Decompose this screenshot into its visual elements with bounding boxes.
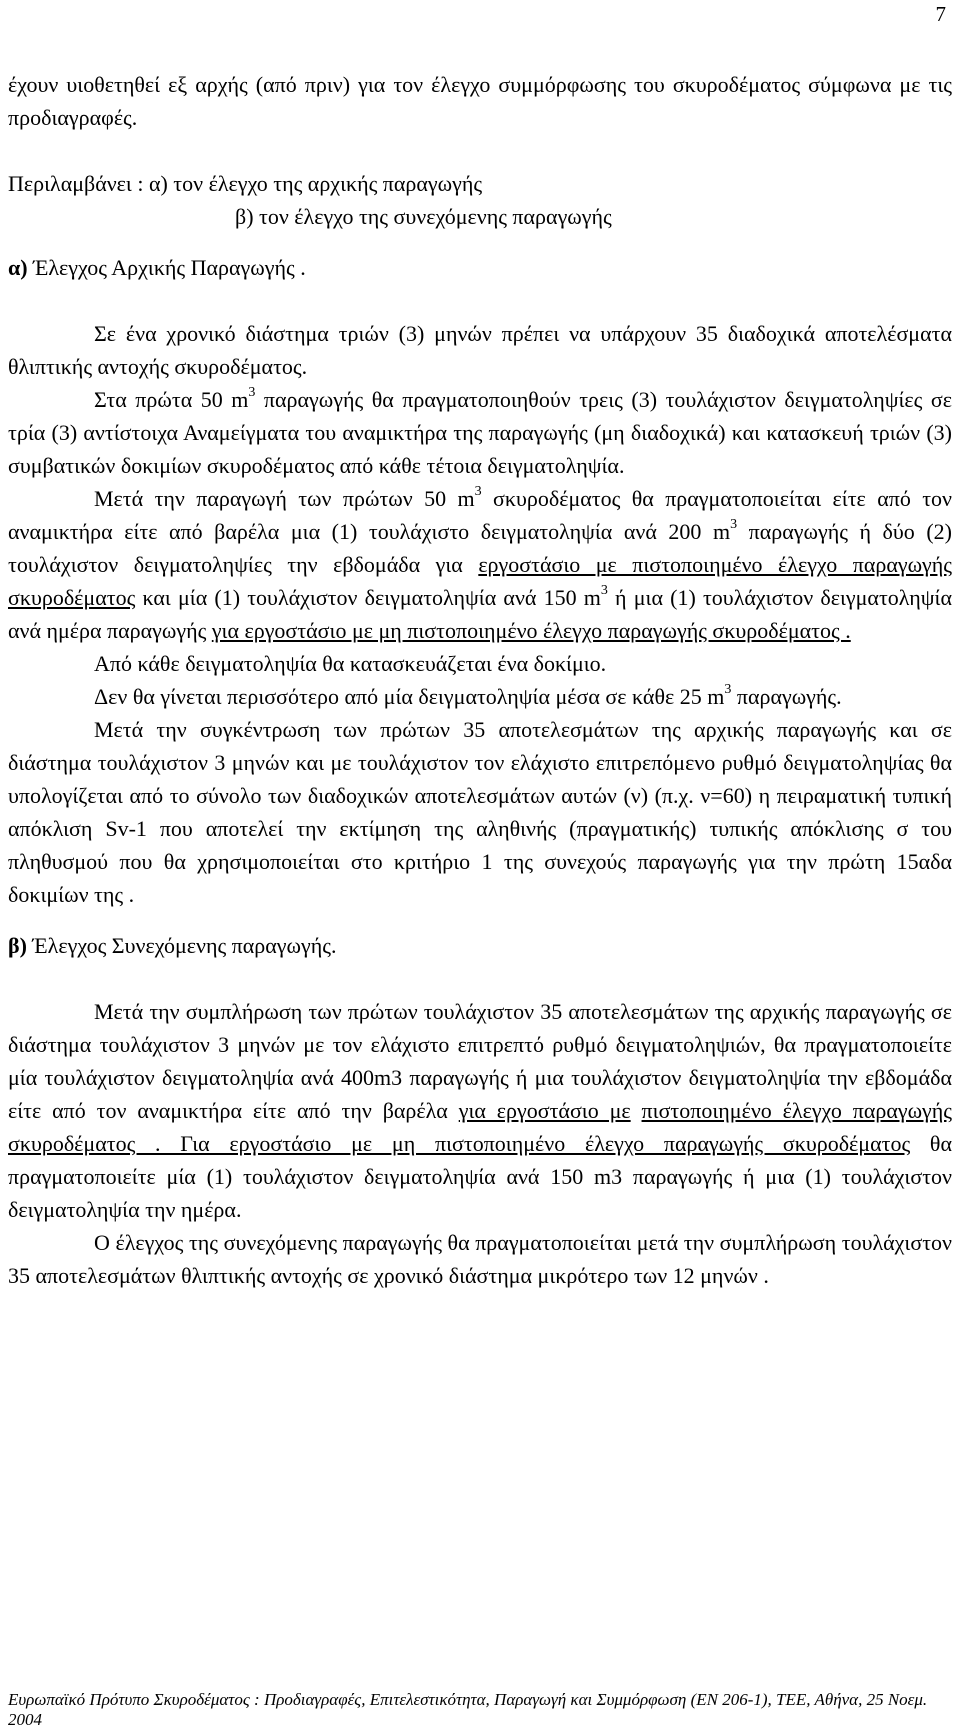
p5-superscript-1: 3 (474, 483, 482, 499)
p9-underlined-2: πιστοποιημένο έλεγχο παραγωγής σκυροδέματος . Για εργοστάσιο με μη πιστοποιημένο έλεγχο παραγωγής σκυροδέματος (8, 1098, 952, 1156)
p4-text-a: Στα πρώτα 50 m (94, 387, 249, 412)
p4-superscript: 3 (248, 384, 256, 400)
p9-space (631, 1098, 642, 1123)
page-number: 7 (935, 2, 946, 26)
p5-text-a: Μετά την παραγωγή των πρώτων 50 m (94, 486, 475, 511)
p9-text-a: Μετά την συμπλήρωση των πρώτων τουλάχιστον 35 αποτελεσμάτων της αρχικής παραγωγής σε διάστημα τουλάχιστον 3 μηνών με τον ελάχιστο επιτρεπτό ρυθμό δειγματοληψιών, θα πραγματοποιείτε μία τουλάχιστον δειγματοληψία ανά 400m3 παραγωγής ή μια τουλάχιστον δειγματοληψία την εβδομάδα είτε από τον αναμικτήρα είτε από την βαρέλα (8, 999, 952, 1123)
paragraph-after-50m3 (8, 482, 952, 647)
p9-text-b: θα πραγματοποιείτε μία (1) τουλάχιστον δειγματοληψία ανά 150 m3 παραγωγής ή μια (1) τουλάχιστον δειγματοληψία την ημέρα. (8, 1131, 952, 1222)
p5-superscript-3: 3 (600, 582, 608, 598)
document-body (8, 68, 952, 1292)
p5-superscript-2: 3 (730, 516, 738, 532)
heading-initial-production-text: Έλεγχος Αρχικής Παραγωγής . (27, 255, 306, 280)
heading-marker-a: α) (8, 255, 28, 280)
p9-underlined-1: για εργοστάσιο με (458, 1098, 631, 1123)
heading-marker-b: β) (8, 933, 27, 958)
p4-text-b: παραγωγής θα πραγματοποιηθούν τρεις (3) τουλάχιστον δειγματοληψίες σε τρία (3) αντίστοιχα Αναμείγματα του αναμικτήρα της παραγωγής (μη διαδοχικά) και κατασκευή τριών (3) συμβατικών δοκιμίων σκυροδέματος από κάθε τέτοια δειγματοληψία. (8, 387, 952, 478)
paragraph-first-50m3 (8, 383, 952, 482)
p5-underlined-certified: εργοστάσιο με πιστοποιημένο έλεγχο παραγωγής σκυροδέματος (8, 552, 952, 610)
p7-text-b: παραγωγής. (731, 684, 842, 709)
p5-text-e: ή μια (1) τουλάχιστον δειγματοληψία ανά ημέρα παραγωγής (8, 585, 952, 643)
p7-text-a: Δεν θα γίνεται περισσότερο από μία δειγματοληψία μέσα σε κάθε 25 m (94, 684, 725, 709)
p5-text-d: και μία (1) τουλάχιστον δειγματοληψία ανά 150 m (135, 585, 601, 610)
p5-text-c: παραγωγής ή δύο (2) τουλάχιστον δειγματοληψίες την εβδομάδα για (8, 519, 952, 577)
p5-underlined-noncertified: για εργοστάσιο με μη πιστοποιημένο έλεγχο παραγωγής σκυροδέματος . (211, 618, 851, 643)
paragraph-standard-deviation: Μετά την συγκέντρωση των πρώτων 35 αποτελεσμάτων της αρχικής παραγωγής και σε διάστημα τουλάχιστον 3 μηνών και με τουλάχιστον τον ελάχιστο επιτρεπόμενο ρυθμό δειγματοληψίας θα υπολογίζεται από το σύνολο των διαδοχικών αποτελεσμάτων αυτών (ν) (π.χ. ν=60) η πειραματική τυπική απόκλιση Sv-1 που αποτελεί την εκτίμηση της αληθινής (πραγματικής) τυπικής απόκλισης σ του πληθυσμού που θα χρησιμοποιείται στο κριτήριο 1 της συνεχούς παραγωγής για την πρώτη 15αδα δοκιμίων της . (8, 717, 952, 907)
heading-continuous-production (8, 929, 952, 962)
includes-line-b: β) τον έλεγχο της συνεχόμενης παραγωγής (235, 204, 612, 229)
p7-superscript: 3 (724, 681, 732, 697)
page-footer: Ευρωπαϊκό Πρότυπο Σκυροδέματος : Προδιαγραφές, Επιτελεστικότητα, Παραγωγή και Συμμόρφωση (ΕΝ 206-1), ΤΕΕ, Αθήνα, 25 Νοεμ. 2004 (8, 1690, 928, 1729)
heading-initial-production (8, 251, 952, 284)
paragraph-one-specimen: Από κάθε δειγματοληψία θα κατασκευάζεται ένα δοκίμιο. (94, 651, 607, 676)
paragraph-25m3-limit (8, 680, 952, 713)
paragraph-intro: έχουν υιοθετηθεί εξ αρχής (από πριν) για τον έλεγχο συμμόρφωσης του σκυροδέματος σύμφωνα με τις προδιαγραφές. (8, 72, 952, 130)
paragraph-continuous-sampling (8, 995, 952, 1226)
paragraph-35-results: Σε ένα χρονικό διάστημα τριών (3) μηνών πρέπει να υπάρχουν 35 διαδοχικά αποτελέσματα θλιπτικής αντοχής σκυροδέματος. (8, 321, 952, 379)
includes-line-a: Περιλαμβάνει : α) τον έλεγχο της αρχικής παραγωγής (8, 171, 483, 196)
heading-continuous-production-text: Έλεγχος Συνεχόμενης παραγωγής. (26, 933, 337, 958)
paragraph-continuous-control: Ο έλεγχος της συνεχόμενης παραγωγής θα πραγματοποιείται μετά την συμπλήρωση τουλάχιστον 35 αποτελεσμάτων θλιπτικής αντοχής σε χρονικό διάστημα μικρότερο των 12 μηνών . (8, 1230, 952, 1288)
p5-text-b: σκυροδέματος θα πραγματοποιείται είτε από τον αναμικτήρα είτε από βαρέλα μια (1) τουλάχιστο δειγματοληψία ανά 200 m (8, 486, 953, 544)
